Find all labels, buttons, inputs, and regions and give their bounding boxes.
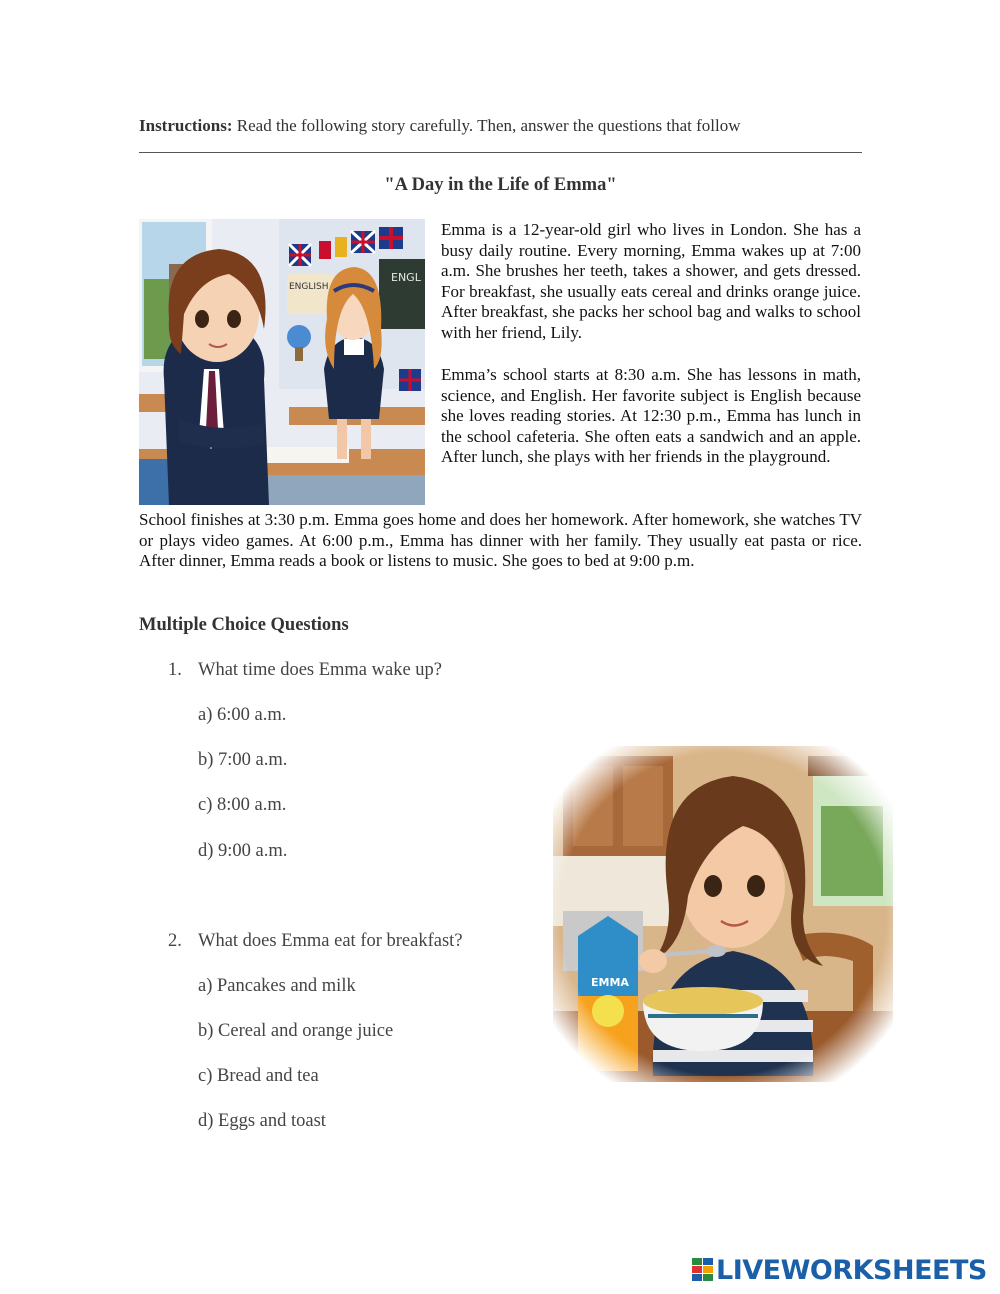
story-paragraph-2: Emma’s school starts at 8:30 a.m. She has lessons in math, science, and English. Her favorite subject is English because she loves reading stories. At 12:30 p.m., Emma has lunch in the school cafeteria. She often eats a sandwich and an apple. After lunch, she plays with her friends in the playground. [441,365,861,467]
question-number: 2. [168,931,182,951]
story-paragraph-3: School finishes at 3:30 p.m. Emma goes home and does her homework. After homework, she watches TV or plays video games. At 6:00 p.m., Emma has dinner with her family. They usually eat pasta or rice. After dinner, Emma reads a book or listens to music. She goes to bed at 9:00 p.m. [139,510,862,571]
q2-option-b[interactable]: b) Cereal and orange juice [198,1021,394,1041]
instructions [139,116,863,136]
logo-text: LIVEWORKSHEETS [716,1254,987,1286]
q2-option-a[interactable]: a) Pancakes and milk [198,976,356,996]
board-text: ENGL [391,271,421,284]
mcq-heading: Multiple Choice Questions [139,615,349,635]
question-number: 1. [168,660,182,680]
question-text: What time does Emma wake up? [198,660,443,680]
q2-option-c[interactable]: c) Bread and tea [198,1066,319,1086]
story-paragraph-1: Emma is a 12-year-old girl who lives in London. She has a busy daily routine. Every morning, Emma wakes up at 7:00 a.m. She brushes her teeth, takes a shower, and gets dressed. For breakfast, she usually eats cereal and drinks orange juice. After breakfast, she packs her school bag and walks to school with her friend, Lily. [441,220,861,342]
question-text: What does Emma eat for breakfast? [198,931,463,951]
q1-option-c[interactable]: c) 8:00 a.m. [198,795,287,815]
liveworksheets-logo [692,1255,987,1285]
poster-text: ENGLISH [289,282,329,292]
instructions-text: Read the following story carefully. Then, answer the questions that follow [236,116,741,135]
q1-option-b[interactable]: b) 7:00 a.m. [198,750,288,770]
story-title: "A Day in the Life of Emma" [384,175,617,195]
q2-option-d[interactable]: d) Eggs and toast [198,1111,326,1131]
q1-option-a[interactable]: a) 6:00 a.m. [198,705,287,725]
divider [139,152,862,153]
instructions-label: Instructions: [139,116,233,135]
classroom-illustration [139,219,425,505]
logo-blocks-icon [692,1258,714,1282]
q1-option-d[interactable]: d) 9:00 a.m. [198,841,288,861]
breakfast-illustration [553,746,893,1082]
question-1 [168,660,443,681]
question-2 [168,931,463,952]
